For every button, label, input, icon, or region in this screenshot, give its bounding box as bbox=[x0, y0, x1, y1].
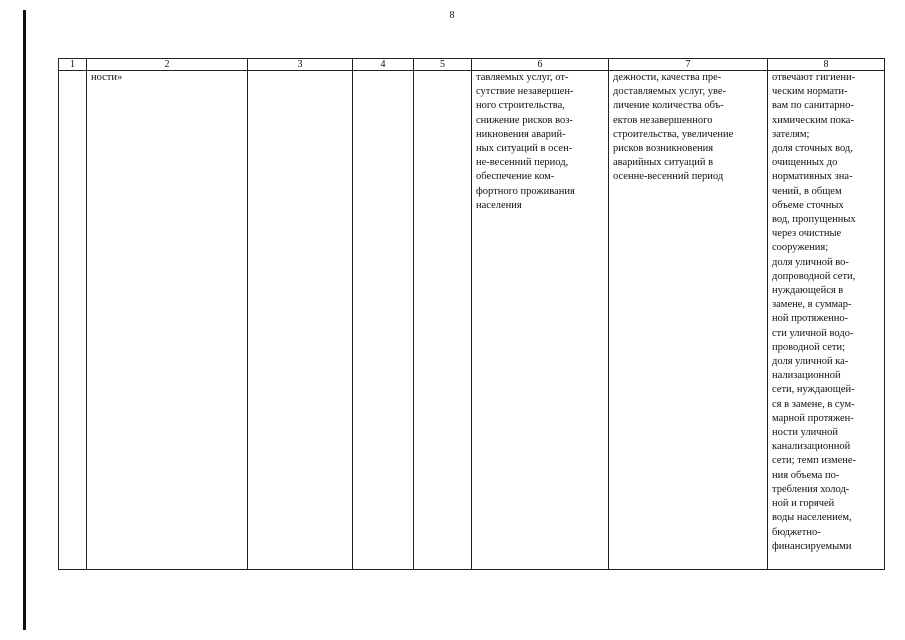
table-cell-col8 bbox=[768, 71, 885, 570]
cell-text-line: личение количества объ- bbox=[613, 100, 724, 112]
cell-text-line: ной протяженно- bbox=[772, 313, 849, 325]
column-header-5: 5 bbox=[414, 59, 472, 71]
cell-text-line: зателям; bbox=[772, 128, 810, 140]
cell-text-line: объеме сточных bbox=[772, 199, 844, 211]
column-header-6: 6 bbox=[472, 59, 609, 71]
cell-text-line: не-весенний период, bbox=[476, 157, 569, 169]
cell-text-line: доля сточных вод, bbox=[772, 143, 853, 155]
cell-text-line: доставляемых услуг, уве- bbox=[613, 86, 727, 98]
cell-text-line: аварийных ситуаций в bbox=[613, 157, 714, 169]
cell-text-line: нормативных зна- bbox=[772, 171, 853, 183]
cell-text-line: финансируемыми bbox=[772, 540, 852, 552]
table-cell-col4 bbox=[353, 71, 414, 570]
cell-text-line: доля уличной ка- bbox=[772, 356, 849, 368]
cell-text-line: обеспечение ком- bbox=[476, 171, 555, 183]
table-row bbox=[59, 71, 885, 570]
cell-text-line: ся в замене, в сум- bbox=[772, 398, 855, 410]
column-header-4: 4 bbox=[353, 59, 414, 71]
cell-text-line: ной и горячей bbox=[772, 498, 835, 510]
cell-text-line: осенне-весенний период bbox=[613, 171, 724, 183]
binding-margin-line bbox=[23, 10, 26, 630]
table-cell-col5 bbox=[414, 71, 472, 570]
cell-text-line: фортного проживания bbox=[476, 185, 575, 197]
cell-text-line: отвечают гигиени- bbox=[772, 72, 856, 83]
column-header-7: 7 bbox=[609, 59, 768, 71]
table-cell-col2 bbox=[87, 71, 248, 570]
cell-text-line: через очистные bbox=[772, 228, 842, 240]
cell-text-line: нализационной bbox=[772, 370, 841, 382]
cell-text-line: ности уличной bbox=[772, 427, 839, 439]
cell-text-line: тавляемых услуг, от- bbox=[476, 72, 569, 83]
cell-text-line: бюджетно- bbox=[772, 526, 821, 538]
cell-text-line: сооружения; bbox=[772, 242, 829, 254]
cell-text-line: сутствие незавершен- bbox=[476, 86, 574, 98]
cell-text-line: населения bbox=[476, 199, 522, 211]
cell-text-line: сети; темп измене- bbox=[772, 455, 857, 467]
table-cell-col6 bbox=[472, 71, 609, 570]
column-header-1: 1 bbox=[59, 59, 87, 71]
cell-text-line: сети, нуждающей- bbox=[772, 384, 855, 396]
cell-text-line: вам по санитарно- bbox=[772, 100, 854, 112]
cell-text-line: требления холод- bbox=[772, 483, 850, 495]
column-header-8: 8 bbox=[768, 59, 885, 71]
cell-text-line: доля уличной во- bbox=[772, 256, 849, 268]
cell-text-line: рисков возникновения bbox=[613, 143, 714, 155]
cell-text-line: строительства, увеличение bbox=[613, 128, 734, 140]
cell-text-line: вод, пропущенных bbox=[772, 214, 856, 226]
header-row bbox=[59, 59, 885, 71]
cell-text-line: очищенных до bbox=[772, 157, 838, 169]
cell-text-line: проводной сети; bbox=[772, 341, 845, 353]
cell-text-line: сти уличной водо- bbox=[772, 327, 854, 339]
document-table bbox=[58, 58, 885, 570]
table-cell-col7 bbox=[609, 71, 768, 570]
cell-text-line: допроводной сети, bbox=[772, 270, 856, 282]
cell-text-line: ектов незавершенного bbox=[613, 114, 713, 126]
cell-text-line: чений, в общем bbox=[772, 185, 842, 197]
table-cell-col3 bbox=[248, 71, 353, 570]
column-header-2: 2 bbox=[87, 59, 248, 71]
cell-text-line: ческим нормати- bbox=[772, 86, 848, 98]
column-header-3: 3 bbox=[248, 59, 353, 71]
cell-text-line: канализационной bbox=[772, 441, 851, 453]
cell-text-line: ния объема по- bbox=[772, 469, 840, 481]
page-number: 8 bbox=[449, 10, 455, 21]
cell-text-line: ных ситуаций в осен- bbox=[476, 143, 573, 155]
cell-text-line: химическим пока- bbox=[772, 114, 854, 126]
cell-text-line: никновения аварий- bbox=[476, 128, 566, 140]
cell-text-line: марной протяжен- bbox=[772, 412, 854, 424]
table-cell-col1 bbox=[59, 71, 87, 570]
cell-text-line: воды населением, bbox=[772, 512, 852, 524]
cell-text-line: нуждающейся в bbox=[772, 285, 844, 297]
cell-text-line: ности» bbox=[91, 72, 123, 83]
cell-text-line: снижение рисков воз- bbox=[476, 114, 573, 126]
cell-text-line: замене, в суммар- bbox=[772, 299, 852, 311]
cell-text-line: дежности, качества пре- bbox=[613, 72, 722, 83]
cell-text-line: ного строительства, bbox=[476, 100, 565, 112]
